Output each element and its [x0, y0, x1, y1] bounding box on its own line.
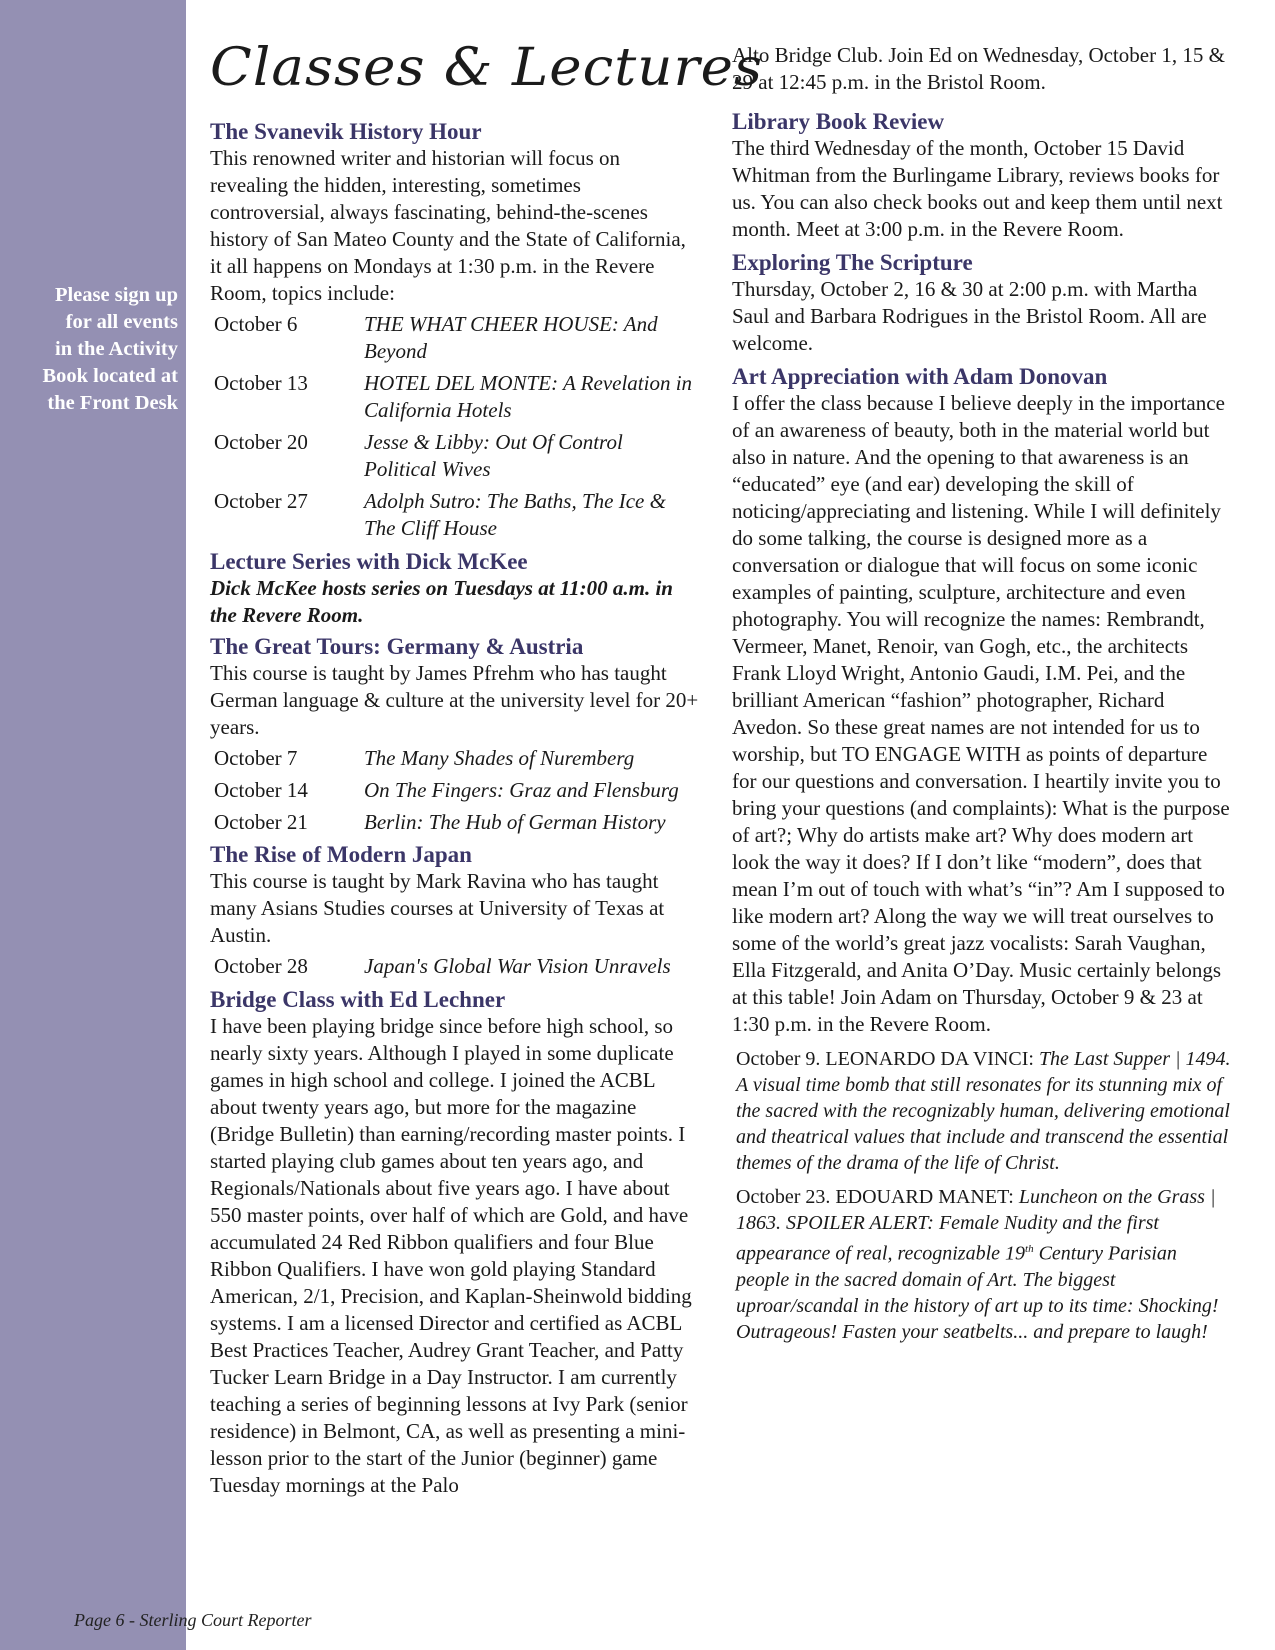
section-heading: The Svanevik History Hour: [210, 119, 482, 144]
bridge-body-continued: Alto Bridge Club. Join Ed on Wednesday, October 1, 15 & 29 at 12:45 p.m. in the Bristol Room.: [732, 43, 1225, 94]
section-body: This renowned writer and historian will focus on revealing the hidden, interesting, sometimes controversial, always fascinating, behind-the-scenes history of San Mateo County and the State of California, it all happens on Mondays at 1:30 p.m. in the Revere Room, topics include:: [210, 146, 686, 305]
section-heading: The Rise of Modern Japan: [210, 842, 472, 867]
sign-up-note: Please sign up for all events in the Activity Book located at the Front Desk: [42, 284, 178, 414]
section-library: [732, 108, 1232, 243]
section-body: The third Wednesday of the month, October 15 David Whitman from the Burlingame Library, reviews books for us. You can also check books out and keep them until next month. Meet at 3:00 p.m. in the Revere Room.: [732, 136, 1223, 241]
right-column: [732, 42, 1232, 1345]
section-scripture: [732, 249, 1232, 357]
schedule-row: October 20 Jesse & Libby: Out Of Control Political Wives: [214, 430, 623, 481]
section-art: [732, 363, 1232, 1345]
schedule-row: October 6 THE WHAT CHEER HOUSE: And Beyond: [214, 312, 658, 363]
section-body: Dick McKee hosts series on Tuesdays at 11:00 a.m. in the Revere Room.: [210, 576, 673, 627]
section-svanevik: [210, 118, 700, 542]
art-session-item: October 23. EDOUARD MANET: Luncheon on the Grass | 1863. SPOILER ALERT: Female Nudity and the first appearance of real, recognizable 19th Century Parisian people in the sacred domain of Art. The biggest uproar/scandal in the history of art up to its time: Shocking! Outrageous! Fasten your seatbelts... and prepare to laugh!: [736, 1186, 1219, 1343]
schedule-list: [214, 311, 700, 542]
schedule-row: October 14 On The Fingers: Graz and Flensburg: [214, 778, 679, 802]
schedule-row: October 7 The Many Shades of Nuremberg: [214, 746, 635, 770]
page-footer: Page 6 - Sterling Court Reporter: [74, 1610, 312, 1630]
section-body: Thursday, October 2, 16 & 30 at 2:00 p.m. with Martha Saul and Barbara Rodrigues in the Bristol Room. All are welcome.: [732, 277, 1207, 355]
page-title: Classes & Lectures: [210, 38, 764, 98]
schedule-row: October 21 Berlin: The Hub of German History: [214, 810, 666, 834]
section-body: I offer the class because I believe deeply in the importance of an awareness of beauty, both in the material world but also in nature. And the opening to that awareness is an “educated” eye (and ear) developing the skill of noticing/appreciating and listening. While I will definitely do some talking, the course is designed more as a conversation or dialogue that will focus on some iconic examples of painting, sculpture, architecture and even photography. You will recognize the names: Rembrandt, Vermeer, Manet, Renoir, van Gogh, etc., the architects Frank Lloyd Wright, Antonio Gaudi, I.M. Pei, and the brilliant American “fashion” photographer, Richard Avedon. So these great names are not intended for us to worship, but TO ENGAGE WITH as points of departure for our questions and conversation. I heartily invite you to bring your questions (and complaints): What is the purpose of art?; Why do artists make art? Why does modern art look the way it does? If I don’t like “modern”, does that mean I’m out of touch with what’s “in”? Am I supposed to like modern art? Along the way we will treat ourselves to some of the world’s great jazz vocalists: Sarah Vaughan, Ella Fitzgerald, and Anita O’Day. Music certainly belongs at this table! Join Adam on Thursday, October 9 & 23 at 1:30 p.m. in the Revere Room.: [732, 391, 1230, 1036]
schedule-row: October 13 HOTEL DEL MONTE: A Revelation in California Hotels: [214, 371, 693, 422]
section-great-tours: [210, 633, 700, 836]
art-session-item: October 9. LEONARDO DA VINCI: The Last Supper | 1494. A visual time bomb that still resonates for its stunning mix of the sacred with the recognizably human, delivering emotional and theatrical values that include and transcend the essential themes of the drama of the life of Christ.: [736, 1048, 1231, 1174]
schedule-list: [214, 745, 700, 836]
section-body: This course is taught by Mark Ravina who has taught many Asians Studies courses at University of Texas at Austin.: [210, 869, 665, 947]
schedule-list: [214, 953, 700, 980]
left-column: [210, 118, 700, 1499]
section-body: This course is taught by James Pfrehm who has taught German language & culture at the university level for 20+ years.: [210, 661, 699, 739]
section-mckee: [210, 548, 700, 629]
section-heading: Library Book Review: [732, 109, 945, 134]
section-heading: Lecture Series with Dick McKee: [210, 549, 528, 574]
section-japan: [210, 841, 700, 980]
section-heading: Exploring The Scripture: [732, 250, 973, 275]
schedule-row: October 27 Adolph Sutro: The Baths, The Ice & The Cliff House: [214, 489, 666, 540]
section-heading: Art Appreciation with Adam Donovan: [732, 364, 1108, 389]
sidebar-band: [0, 0, 186, 1650]
section-heading: The Great Tours: Germany & Austria: [210, 634, 584, 659]
section-bridge: [210, 986, 700, 1499]
section-body: I have been playing bridge since before high school, so nearly sixty years. Although I played in some duplicate games in high school and college. I joined the ACBL about twenty years ago, but more for the magazine (Bridge Bulletin) than earning/recording master points. I started playing club games about ten years ago, and Regionals/Nationals about five years ago. I have about 550 master points, over half of which are Gold, and have accumulated 24 Red Ribbon qualifiers and four Blue Ribbon Qualifiers. I have won gold playing Standard American, 2/1, Precision, and Kaplan-Sheinwold bidding systems. I am a licensed Director and certified as ACBL Best Practices Teacher, Audrey Grant Teacher, and Patty Tucker Learn Bridge in a Day Instructor. I am currently teaching a series of beginning lessons at Ivy Park (senior residence) in Belmont, CA, as well as presenting a mini-lesson prior to the start of the Junior (beginner) game Tuesday mornings at the Palo: [210, 1014, 692, 1497]
schedule-row: October 28 Japan's Global War Vision Unravels: [214, 954, 671, 978]
section-heading: Bridge Class with Ed Lechner: [210, 987, 506, 1012]
